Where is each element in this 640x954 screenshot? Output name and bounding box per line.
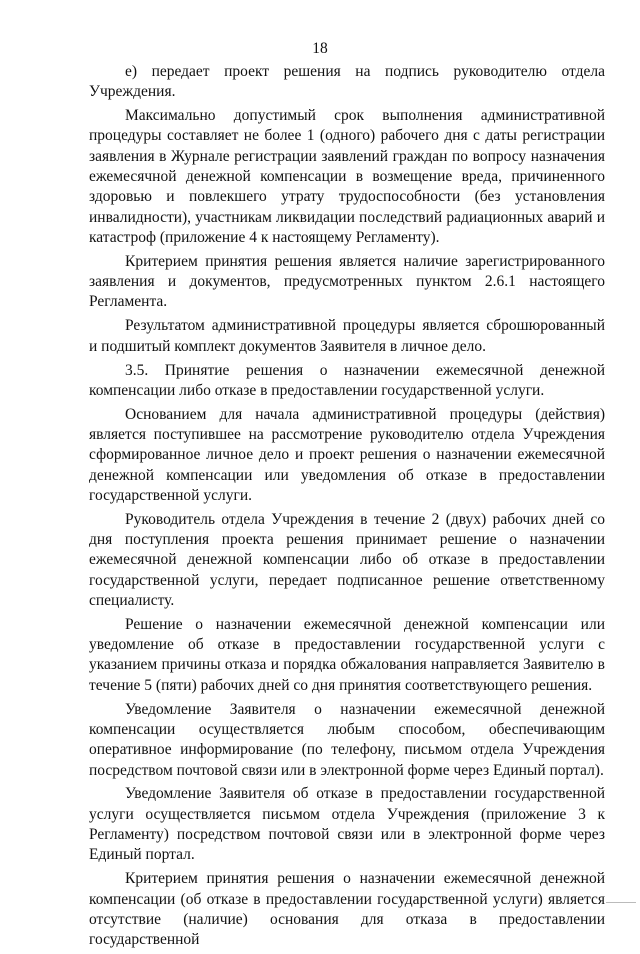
paragraph-7: Руководитель отдела Учреждения в течение 2 (двух) рабочих дней со дня поступления проекта решения принимает решение о назначении ежемесячной денежной компенсации либо об отказе в предоставлении государственной услуги, передает подписанное решение ответственному специалисту. [89,510,605,609]
document-body [89,62,605,954]
paragraph-11: Критерием принятия решения о назначении ежемесячной денежной компенсации (об отказе в предоставлении государственной услуги) является отсутствие (наличие) основания для отказа в предоставлении государственной [89,870,605,949]
paragraph-3: Критерием принятия решения является наличие зарегистрированного заявления и документов, предусмотренных пунктом 2.6.1 настоящего Регламента. [89,252,605,311]
scan-edge-mark [606,896,636,903]
page-number: 18 [312,40,328,57]
paragraph-1: е) передает проект решения на подпись руководителю отдела Учреждения. [89,63,605,101]
paragraph-4: Результатом административной процедуры является сброшюрованный и подшитый комплект документов Заявителя в личное дело. [89,317,605,355]
section-heading-3-5: 3.5. Принятие решения о назначении ежемесячной денежной компенсации либо отказе в предоставлении государственной услуги. [89,361,605,399]
paragraph-10: Уведомление Заявителя об отказе в предоставлении государственной услуги осуществляется письмом отдела Учреждения (приложение 3 к Регламенту) посредством почтовой связи или в электронной форме через Единый портал. [89,785,605,864]
paragraph-9: Уведомление Заявителя о назначении ежемесячной денежной компенсации осуществляется любым способом, обеспечивающим оперативное информирование (по телефону, письмом отдела Учреждения посредством почтовой связи или в электронной форме через Единый портал). [89,700,605,779]
paragraph-6: Основанием для начала административной процедуры (действия) является поступившее на рассмотрение руководителю отдела Учреждения сформированное личное дело и проект решения о назначении ежемесячной денежной компенсации или уведомления об отказе в предоставлении государственной услуги. [89,405,605,504]
paragraph-8: Решение о назначении ежемесячной денежной компенсации или уведомление об отказе в предоставлении государственной услуги с указанием причины отказа и порядка обжалования направляется Заявителю в течение 5 (пяти) рабочих дней со дня принятия соответствующего решения. [89,615,605,694]
paragraph-2: Максимально допустимый срок выполнения административной процедуры составляет не более 1 (одного) рабочего дня с даты регистрации заявления в Журнале регистрации заявлений граждан по вопросу назначения ежемесячной денежной компенсации в возмещение вреда, причиненного здоровью и повлекшего утрату трудоспособности (без установления инвалидности), участникам ликвидации последствий радиационных аварий и катастроф (приложение 4 к настоящему Регламенту). [89,107,605,246]
